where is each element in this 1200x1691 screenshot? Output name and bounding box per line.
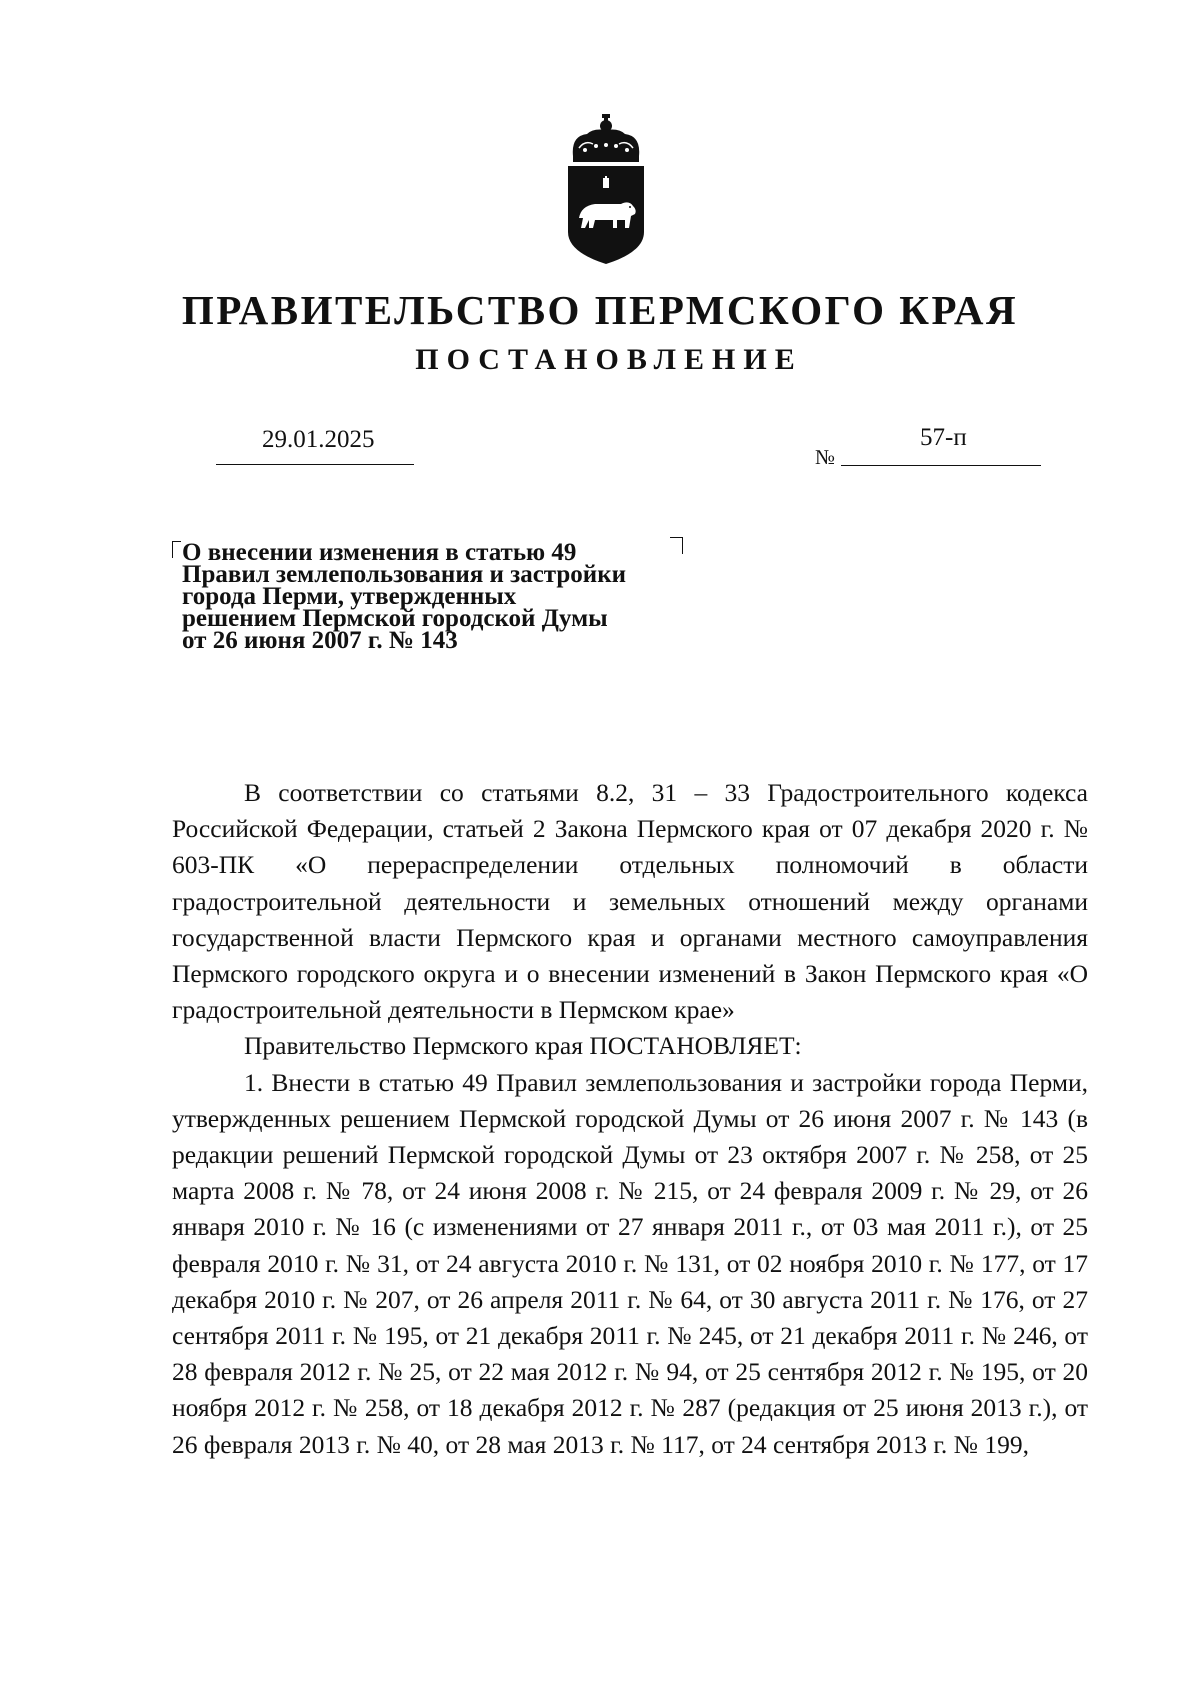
subject-line: от 26 июня 2007 г. № 143 [182,627,458,654]
document-subject [182,539,702,654]
coat-of-arms-icon [563,114,649,266]
resolution-paragraph: Правительство Пермского края ПОСТАНОВЛЯЕТ: [244,1031,802,1061]
subject-line: О внесении изменения в статью 49 [182,539,577,566]
subject-line: решением Пермской городской Думы [182,605,608,632]
preamble-paragraph: В соответствии со статьями 8.2, 31 – 33 Градостроительного кодекса Российской Федерации, статьей 2 Закона Пермского края от 07 декабря 2020 г. № 603-ПК «О перераспределении отдельных полномочий в области градостроительной деятельности и земельных отношений между органами государственной власти Пермского края и органами местного самоуправления Пермского городского округа и о внесении изменений в Закон Пермского края «О градостроительной деятельности в Пермском крае» [172,778,1088,1025]
subject-bracket-left [172,541,181,558]
document-body [172,775,1088,1463]
item-1-paragraph: 1. Внести в статью 49 Правил землепользования и застройки города Перми, утвержденных решением Пермской городской Думы от 26 июня 2007 г. № 143 (в редакции решений Пермской городской Думы от 23 октября 2007 г. № 258, от 25 марта 2008 г. № 78, от 24 июня 2008 г. № 215, от 24 февраля 2009 г. № 29, от 26 января 2010 г. № 16 (с изменениями от 27 января 2011 г., от 03 мая 2011 г.), от 25 февраля 2010 г. № 31, от 24 августа 2010 г. № 131, от 02 ноября 2010 г. № 177, от 17 декабря 2010 г. № 207, от 26 апреля 2011 г. № 64, от 30 августа 2011 г. № 176, от 27 сентября 2011 г. № 195, от 21 декабря 2011 г. № 245, от 21 декабря 2011 г. № 246, от 28 февраля 2012 г. № 25, от 22 мая 2012 г. № 94, от 25 сентября 2012 г. № 195, от 20 ноября 2012 г. № 258, от 18 декабря 2012 г. № 287 (редакция от 25 июня 2013 г.), от 26 февраля 2013 г. № 40, от 28 мая 2013 г. № 117, от 24 сентября 2013 г. № 199, [172,1067,1088,1459]
subject-line: города Перми, утвержденных [182,583,517,610]
subject-line: Правил землепользования и застройки [182,561,627,588]
number-sign: № [815,445,836,469]
document-number: 57-п [920,424,967,451]
date-field [216,424,416,468]
date-underline [216,464,414,465]
government-title: ПРАВИТЕЛЬСТВО ПЕРМСКОГО КРАЯ [181,287,1019,333]
number-field [815,422,1045,472]
document-type: ПОСТАНОВЛЕНИЕ [415,343,803,376]
number-underline [841,465,1041,466]
document-date: 29.01.2025 [262,426,375,453]
